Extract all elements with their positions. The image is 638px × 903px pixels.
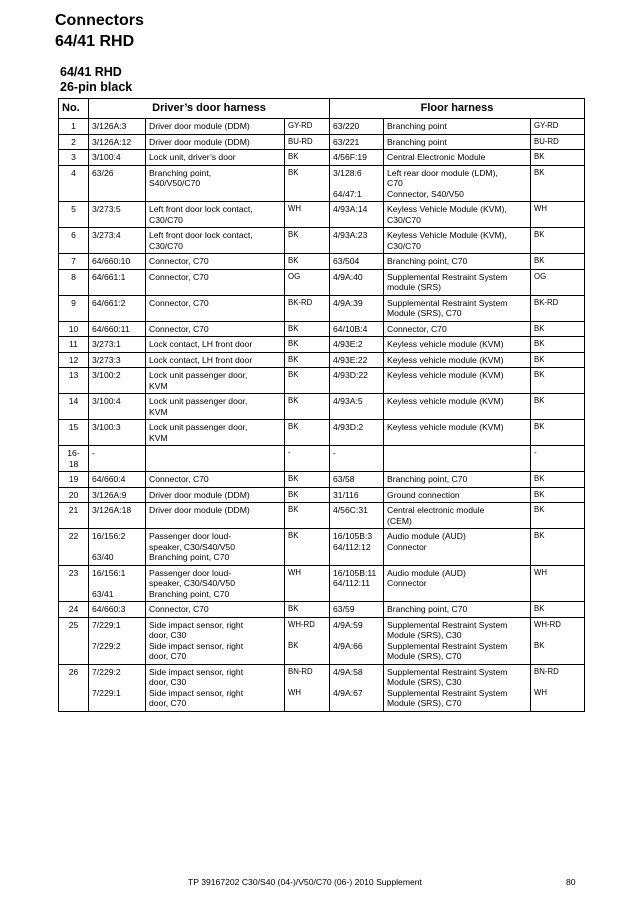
cell-driver-description: Connector, C70: [146, 321, 285, 337]
cell-pin-no: 13: [59, 368, 89, 394]
cell-floor-code: 31/116: [330, 487, 384, 503]
cell-floor-code: 16/105B:3 64/112:12: [330, 529, 384, 566]
cell-floor-description: Connector, C70: [384, 321, 531, 337]
cell-pin-no: 9: [59, 295, 89, 321]
cell-floor-code: 4/9A:58 4/9A:67: [330, 664, 384, 711]
cell-driver-description: Branching point, S40/V50/C70: [146, 165, 285, 202]
table-row: [59, 150, 585, 166]
table-row: [59, 269, 585, 295]
cell-driver-description: Connector, C70: [146, 472, 285, 488]
cell-driver-code: 64/661:2: [89, 295, 146, 321]
cell-floor-wire-color: BK: [531, 150, 585, 166]
cell-floor-description: Keyless vehicle module (KVM): [384, 337, 531, 353]
table-row: [59, 352, 585, 368]
cell-pin-no: 2: [59, 134, 89, 150]
cell-floor-description: Supplemental Restraint System Module (SRS), C70: [384, 295, 531, 321]
cell-pin-no: 3: [59, 150, 89, 166]
page-title: [55, 10, 144, 52]
cell-floor-description: Audio module (AUD) Connector: [384, 565, 531, 602]
cell-driver-code: 16/156:2 63/40: [89, 529, 146, 566]
cell-driver-description: Lock unit passenger door, KVM: [146, 368, 285, 394]
cell-pin-no: 21: [59, 503, 89, 529]
page-number: 80: [566, 877, 576, 887]
cell-floor-code: 4/93A:5: [330, 394, 384, 420]
cell-driver-code: 3/126A:9: [89, 487, 146, 503]
table-row: [59, 228, 585, 254]
cell-driver-description: Driver door module (DDM): [146, 487, 285, 503]
header-driver-harness: Driver’s door harness: [89, 99, 330, 119]
cell-driver-code: 3/273:1: [89, 337, 146, 353]
cell-driver-code: 63/26: [89, 165, 146, 202]
cell-floor-code: 63/220: [330, 119, 384, 135]
cell-driver-code: 3/273:5: [89, 202, 146, 228]
cell-floor-description: Keyless vehicle module (KVM): [384, 368, 531, 394]
cell-driver-code: 3/126A:18: [89, 503, 146, 529]
cell-driver-wire-color: BK: [285, 352, 330, 368]
cell-driver-description: Driver door module (DDM): [146, 119, 285, 135]
table-row: [59, 503, 585, 529]
cell-driver-code: 3/273:3: [89, 352, 146, 368]
footer-document-id: TP 39167202 C30/S40 (04-)/V50/C70 (06-) 2010 Supplement: [188, 877, 422, 887]
cell-driver-wire-color: BK: [285, 368, 330, 394]
cell-driver-wire-color: BK: [285, 228, 330, 254]
table-row: [59, 602, 585, 618]
cell-floor-description: Keyless vehicle module (KVM): [384, 420, 531, 446]
table-row: [59, 165, 585, 202]
cell-driver-wire-color: BK: [285, 254, 330, 270]
cell-floor-code: 16/105B:11 64/112:11: [330, 565, 384, 602]
cell-driver-description: Lock contact, LH front door: [146, 352, 285, 368]
cell-floor-description: Supplemental Restraint System Module (SRS), C30 Supplemental Restraint System Module (SRS), C70: [384, 617, 531, 664]
cell-driver-description: Driver door module (DDM): [146, 134, 285, 150]
cell-driver-code: 64/661:1: [89, 269, 146, 295]
header-no: No.: [59, 99, 89, 119]
cell-floor-description: Left rear door module (LDM), C70 Connector, S40/V50: [384, 165, 531, 202]
cell-driver-wire-color: GY-RD: [285, 119, 330, 135]
table-row: [59, 446, 585, 472]
cell-driver-wire-color: BK: [285, 487, 330, 503]
cell-floor-description: Keyless Vehicle Module (KVM), C30/C70: [384, 228, 531, 254]
cell-pin-no: 8: [59, 269, 89, 295]
cell-floor-description: Ground connection: [384, 487, 531, 503]
cell-floor-wire-color: BK: [531, 487, 585, 503]
cell-floor-wire-color: WH-RD BK: [531, 617, 585, 664]
table-header-row: [59, 99, 585, 119]
cell-driver-code: 64/660:4: [89, 472, 146, 488]
cell-driver-description: Side impact sensor, right door, C30 Side impact sensor, right door, C70: [146, 664, 285, 711]
cell-floor-description: Branching point: [384, 119, 531, 135]
cell-driver-description: Lock unit passenger door, KVM: [146, 394, 285, 420]
cell-floor-wire-color: BK: [531, 602, 585, 618]
cell-driver-description: Lock unit, driver’s door: [146, 150, 285, 166]
cell-driver-code: 3/126A:3: [89, 119, 146, 135]
cell-floor-description: [384, 446, 531, 472]
cell-floor-description: Branching point, C70: [384, 472, 531, 488]
cell-floor-wire-color: BK: [531, 420, 585, 446]
cell-driver-description: Left front door lock contact, C30/C70: [146, 202, 285, 228]
cell-driver-description: Lock contact, LH front door: [146, 337, 285, 353]
cell-driver-code: 3/100:3: [89, 420, 146, 446]
cell-pin-no: 1: [59, 119, 89, 135]
table-body: [59, 119, 585, 712]
table-row: [59, 420, 585, 446]
cell-driver-description: Connector, C70: [146, 254, 285, 270]
cell-driver-wire-color: BK: [285, 394, 330, 420]
cell-floor-description: Central Electronic Module: [384, 150, 531, 166]
cell-floor-code: 4/93D:22: [330, 368, 384, 394]
table-row: [59, 337, 585, 353]
header-floor-harness: Floor harness: [330, 99, 585, 119]
cell-pin-no: 20: [59, 487, 89, 503]
cell-driver-wire-color: BK: [285, 529, 330, 566]
connector-name: 64/41 RHD: [60, 65, 122, 79]
pin-table: [58, 98, 585, 712]
cell-driver-wire-color: BU-RD: [285, 134, 330, 150]
cell-pin-no: 5: [59, 202, 89, 228]
table-row: [59, 472, 585, 488]
cell-floor-wire-color: BU-RD: [531, 134, 585, 150]
cell-floor-code: 63/221: [330, 134, 384, 150]
cell-driver-wire-color: BN-RD WH: [285, 664, 330, 711]
cell-floor-code: 4/93A:23: [330, 228, 384, 254]
cell-floor-wire-color: BK: [531, 165, 585, 202]
cell-driver-wire-color: BK: [285, 150, 330, 166]
connector-heading: [60, 65, 132, 95]
page-title-line2: 64/41 RHD: [55, 33, 135, 50]
cell-driver-description: Passenger door loud- speaker, C30/S40/V50 Branching point, C70: [146, 529, 285, 566]
cell-driver-wire-color: WH-RD BK: [285, 617, 330, 664]
cell-driver-code: 3/100:4: [89, 150, 146, 166]
cell-floor-code: 63/58: [330, 472, 384, 488]
cell-driver-description: Side impact sensor, right door, C30 Side impact sensor, right door, C70: [146, 617, 285, 664]
cell-floor-wire-color: WH: [531, 565, 585, 602]
table-row: [59, 565, 585, 602]
cell-floor-wire-color: BN-RD WH: [531, 664, 585, 711]
cell-driver-code: 3/100:4: [89, 394, 146, 420]
cell-floor-code: 3/128:6 64/47:1: [330, 165, 384, 202]
cell-floor-description: Keyless vehicle module (KVM): [384, 394, 531, 420]
cell-floor-description: Branching point: [384, 134, 531, 150]
cell-driver-code: 64/660:10: [89, 254, 146, 270]
cell-driver-wire-color: WH: [285, 202, 330, 228]
cell-pin-no: 7: [59, 254, 89, 270]
cell-driver-description: Connector, C70: [146, 269, 285, 295]
cell-floor-code: 4/93E:2: [330, 337, 384, 353]
cell-floor-description: Supplemental Restraint System module (SRS): [384, 269, 531, 295]
table-row: [59, 368, 585, 394]
cell-floor-description: Branching point, C70: [384, 254, 531, 270]
cell-driver-description: Connector, C70: [146, 602, 285, 618]
cell-floor-wire-color: BK: [531, 254, 585, 270]
table-row: [59, 295, 585, 321]
cell-floor-description: Keyless vehicle module (KVM): [384, 352, 531, 368]
page-title-line1: Connectors: [55, 12, 144, 29]
cell-pin-no: 16- 18: [59, 446, 89, 472]
cell-driver-wire-color: BK: [285, 602, 330, 618]
table-row: [59, 119, 585, 135]
cell-driver-code: 64/660:11: [89, 321, 146, 337]
cell-pin-no: 6: [59, 228, 89, 254]
table-row: [59, 202, 585, 228]
cell-driver-wire-color: WH: [285, 565, 330, 602]
table-row: [59, 487, 585, 503]
cell-floor-wire-color: BK: [531, 321, 585, 337]
cell-driver-description: Connector, C70: [146, 295, 285, 321]
cell-pin-no: 4: [59, 165, 89, 202]
cell-floor-wire-color: BK: [531, 472, 585, 488]
cell-pin-no: 14: [59, 394, 89, 420]
cell-floor-wire-color: BK: [531, 503, 585, 529]
cell-driver-wire-color: BK: [285, 503, 330, 529]
cell-floor-wire-color: BK-RD: [531, 295, 585, 321]
cell-pin-no: 24: [59, 602, 89, 618]
cell-floor-code: 64/10B:4: [330, 321, 384, 337]
cell-floor-wire-color: BK: [531, 529, 585, 566]
table-row: [59, 617, 585, 664]
cell-driver-code: -: [89, 446, 146, 472]
table-row: [59, 254, 585, 270]
cell-driver-wire-color: -: [285, 446, 330, 472]
cell-driver-wire-color: BK: [285, 165, 330, 202]
table-row: [59, 134, 585, 150]
cell-floor-code: 4/56C:31: [330, 503, 384, 529]
cell-floor-code: 4/9A:40: [330, 269, 384, 295]
cell-driver-code: 3/100:2: [89, 368, 146, 394]
cell-driver-description: Passenger door loud- speaker, C30/S40/V50 Branching point, C70: [146, 565, 285, 602]
cell-driver-wire-color: BK: [285, 337, 330, 353]
cell-floor-code: 4/9A:39: [330, 295, 384, 321]
cell-floor-code: 63/59: [330, 602, 384, 618]
cell-floor-wire-color: WH: [531, 202, 585, 228]
cell-driver-code: 64/660:3: [89, 602, 146, 618]
cell-floor-code: 4/9A:59 4/9A:66: [330, 617, 384, 664]
table-row: [59, 321, 585, 337]
cell-floor-wire-color: GY-RD: [531, 119, 585, 135]
cell-driver-wire-color: BK: [285, 420, 330, 446]
cell-pin-no: 10: [59, 321, 89, 337]
cell-floor-wire-color: BK: [531, 352, 585, 368]
table-row: [59, 394, 585, 420]
cell-floor-code: 4/93A:14: [330, 202, 384, 228]
cell-floor-wire-color: BK: [531, 368, 585, 394]
cell-floor-code: 4/56F:19: [330, 150, 384, 166]
cell-floor-description: Central electronic module (CEM): [384, 503, 531, 529]
cell-floor-description: Supplemental Restraint System Module (SRS), C30 Supplemental Restraint System Module (SRS), C70: [384, 664, 531, 711]
cell-pin-no: 12: [59, 352, 89, 368]
cell-floor-wire-color: -: [531, 446, 585, 472]
table-row: [59, 529, 585, 566]
cell-floor-code: 63/504: [330, 254, 384, 270]
cell-floor-wire-color: BK: [531, 394, 585, 420]
cell-driver-description: Left front door lock contact, C30/C70: [146, 228, 285, 254]
cell-driver-code: 7/229:1 7/229:2: [89, 617, 146, 664]
cell-driver-code: 3/273:4: [89, 228, 146, 254]
cell-floor-code: -: [330, 446, 384, 472]
cell-floor-wire-color: OG: [531, 269, 585, 295]
cell-driver-wire-color: BK-RD: [285, 295, 330, 321]
cell-driver-wire-color: BK: [285, 321, 330, 337]
cell-driver-description: Driver door module (DDM): [146, 503, 285, 529]
cell-floor-wire-color: BK: [531, 337, 585, 353]
cell-pin-no: 22: [59, 529, 89, 566]
cell-floor-wire-color: BK: [531, 228, 585, 254]
cell-pin-no: 25: [59, 617, 89, 664]
cell-driver-description: Lock unit passenger door, KVM: [146, 420, 285, 446]
cell-driver-code: 16/156:1 63/41: [89, 565, 146, 602]
cell-driver-code: 7/229:2 7/229:1: [89, 664, 146, 711]
connector-description: 26-pin black: [60, 80, 133, 94]
cell-pin-no: 11: [59, 337, 89, 353]
cell-pin-no: 19: [59, 472, 89, 488]
cell-floor-description: Branching point, C70: [384, 602, 531, 618]
cell-driver-code: 3/126A:12: [89, 134, 146, 150]
cell-floor-code: 4/93E:22: [330, 352, 384, 368]
cell-driver-wire-color: OG: [285, 269, 330, 295]
table-row: [59, 664, 585, 711]
cell-pin-no: 26: [59, 664, 89, 711]
cell-pin-no: 23: [59, 565, 89, 602]
cell-floor-description: Audio module (AUD) Connector: [384, 529, 531, 566]
cell-floor-code: 4/93D:2: [330, 420, 384, 446]
cell-floor-description: Keyless Vehicle Module (KVM), C30/C70: [384, 202, 531, 228]
cell-driver-description: [146, 446, 285, 472]
cell-pin-no: 15: [59, 420, 89, 446]
cell-driver-wire-color: BK: [285, 472, 330, 488]
